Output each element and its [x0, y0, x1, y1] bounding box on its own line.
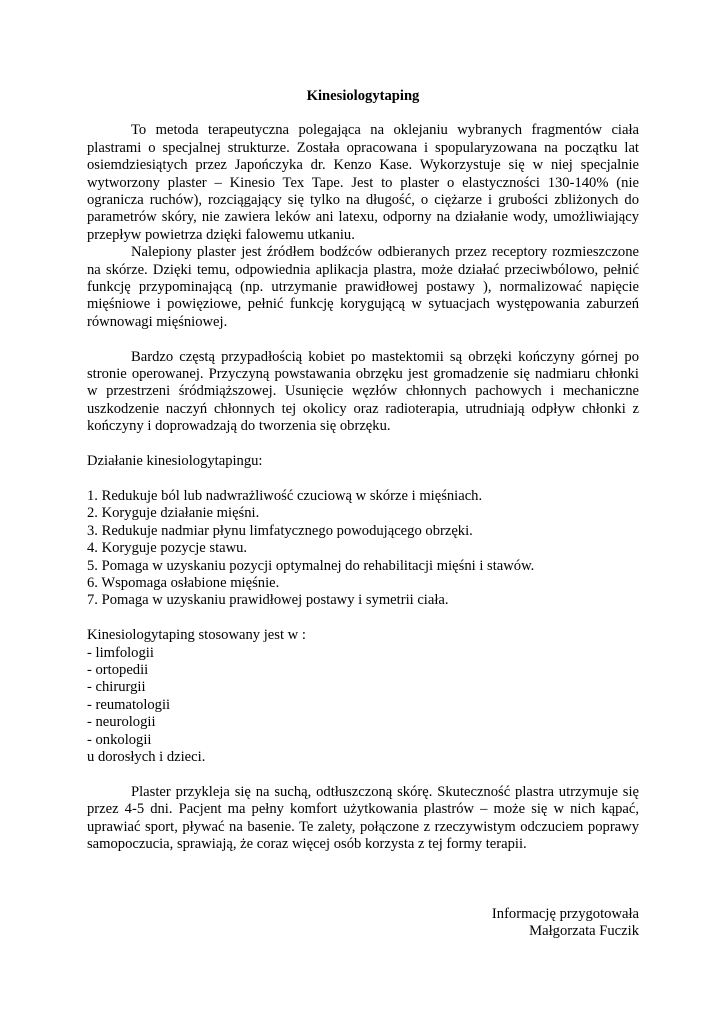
list-item: 1. Redukuje ból lub nadwrażliwość czuciową w skórze i mięśniach. [87, 487, 483, 504]
list-item: 4. Koryguje pozycje stawu. [87, 540, 248, 557]
list-item: - ortopedii [87, 661, 149, 678]
paragraph-definition: To metoda terapeutyczna polegająca na oklejaniu wybranych fragmentów ciała plastrami o specjalnej strukturze. Została opracowana i spopularyzowana na początku lat osiemdziesiątych przez Japończyka dr. Kenzo Kase. Wykorzystuje się w niej specjalnie wytworzony plaster – Kinesio Tex Tape. Jest to plaster o elastyczności 130-140% (nie ogranicza ruchów), rozciągający się tylko na długość, o ciężarze i grubości zbliżonych do parametrów skóry, nie zawiera leków ani latexu, odporny na działanie wody, umożliwiający przepływ powietrza dzięki falowemu utkaniu. [87, 122, 639, 243]
paragraph-mastectomy: Bardzo częstą przypadłością kobiet po mastektomii są obrzęki kończyny górnej po stronie operowanej. Przyczyną powstawania obrzęku jest gromadzenie się nadmiaru chłonki w przestrzeni śródmiąższowej. Usunięcie węzłów chłonnych pachowych i mechaniczne uszkodzenie naczyń chłonnych tej okolicy oraz radioterapia, utrudniają odpływ chłonki z kończyny i doprowadzają do tworzenia się obrzęku. [87, 348, 639, 435]
list-item: 7. Pomaga w uzyskaniu prawidłowej postawy i symetrii ciała. [87, 592, 449, 609]
effects-list [87, 488, 639, 610]
list-item: - neurologii [87, 714, 156, 731]
usage-list [87, 645, 639, 749]
list-item: 2. Koryguje działanie mięśni. [87, 505, 260, 522]
list-item: 3. Redukuje nadmiar płynu limfatycznego powodującego obrzęki. [87, 522, 473, 539]
list-item: - reumatologii [87, 696, 171, 713]
spacer [87, 871, 639, 888]
signature-author: Małgorzata Fuczik [529, 922, 639, 939]
list-item: - onkologii [87, 731, 152, 748]
effects-heading: Działanie kinesiologytapingu: [87, 453, 263, 470]
spacer [87, 766, 639, 783]
document-page [87, 88, 639, 940]
list-item: - limfologii [87, 644, 154, 661]
spacer [87, 436, 639, 453]
spacer [87, 331, 639, 348]
usage-heading: Kinesiologytaping stosowany jest w : [87, 627, 306, 644]
paragraph-mechanism: Nalepiony plaster jest źródłem bodźców odbieranych przez receptory rozmieszczone na skórze. Dzięki temu, odpowiednia aplikacja plastra, może działać przeciwbólowo, pełnić funkcję przypominającą (np. utrzymanie prawidłowej postawy ), normalizować napięcie mięśniowe i powięziowe, pełnić funkcję korygującą w sytuacjach występowania zaburzeń równowagi mięśniowej. [87, 244, 639, 330]
spacer [87, 853, 639, 870]
signature-line-1: Informację przygotowała [491, 905, 639, 922]
spacer [87, 888, 639, 905]
paragraph-closing: Plaster przykleja się na suchą, odtłuszczoną skórę. Skuteczność plastra utrzymuje się przez 4-5 dni. Pacjent ma pełny komfort użytkowania plastrów – może się w nich kąpać, uprawiać sport, pływać na basenie. Te zalety, połączone z rzeczywistym odczuciem poprawy samopoczucia, sprawiają, że coraz więcej osób korzysta z tej formy terapii. [87, 783, 639, 852]
list-item: 5. Pomaga w uzyskaniu pozycji optymalnej do rehabilitacji mięśni i stawów. [87, 557, 535, 574]
document-title: Kinesiologytaping [306, 88, 420, 104]
list-item: 6. Wspomaga osłabione mięśnie. [87, 574, 280, 591]
spacer [87, 610, 639, 627]
usage-footer: u dorosłych i dzieci. [87, 748, 206, 765]
list-item: - chirurgii [87, 679, 146, 696]
spacer [87, 471, 639, 488]
